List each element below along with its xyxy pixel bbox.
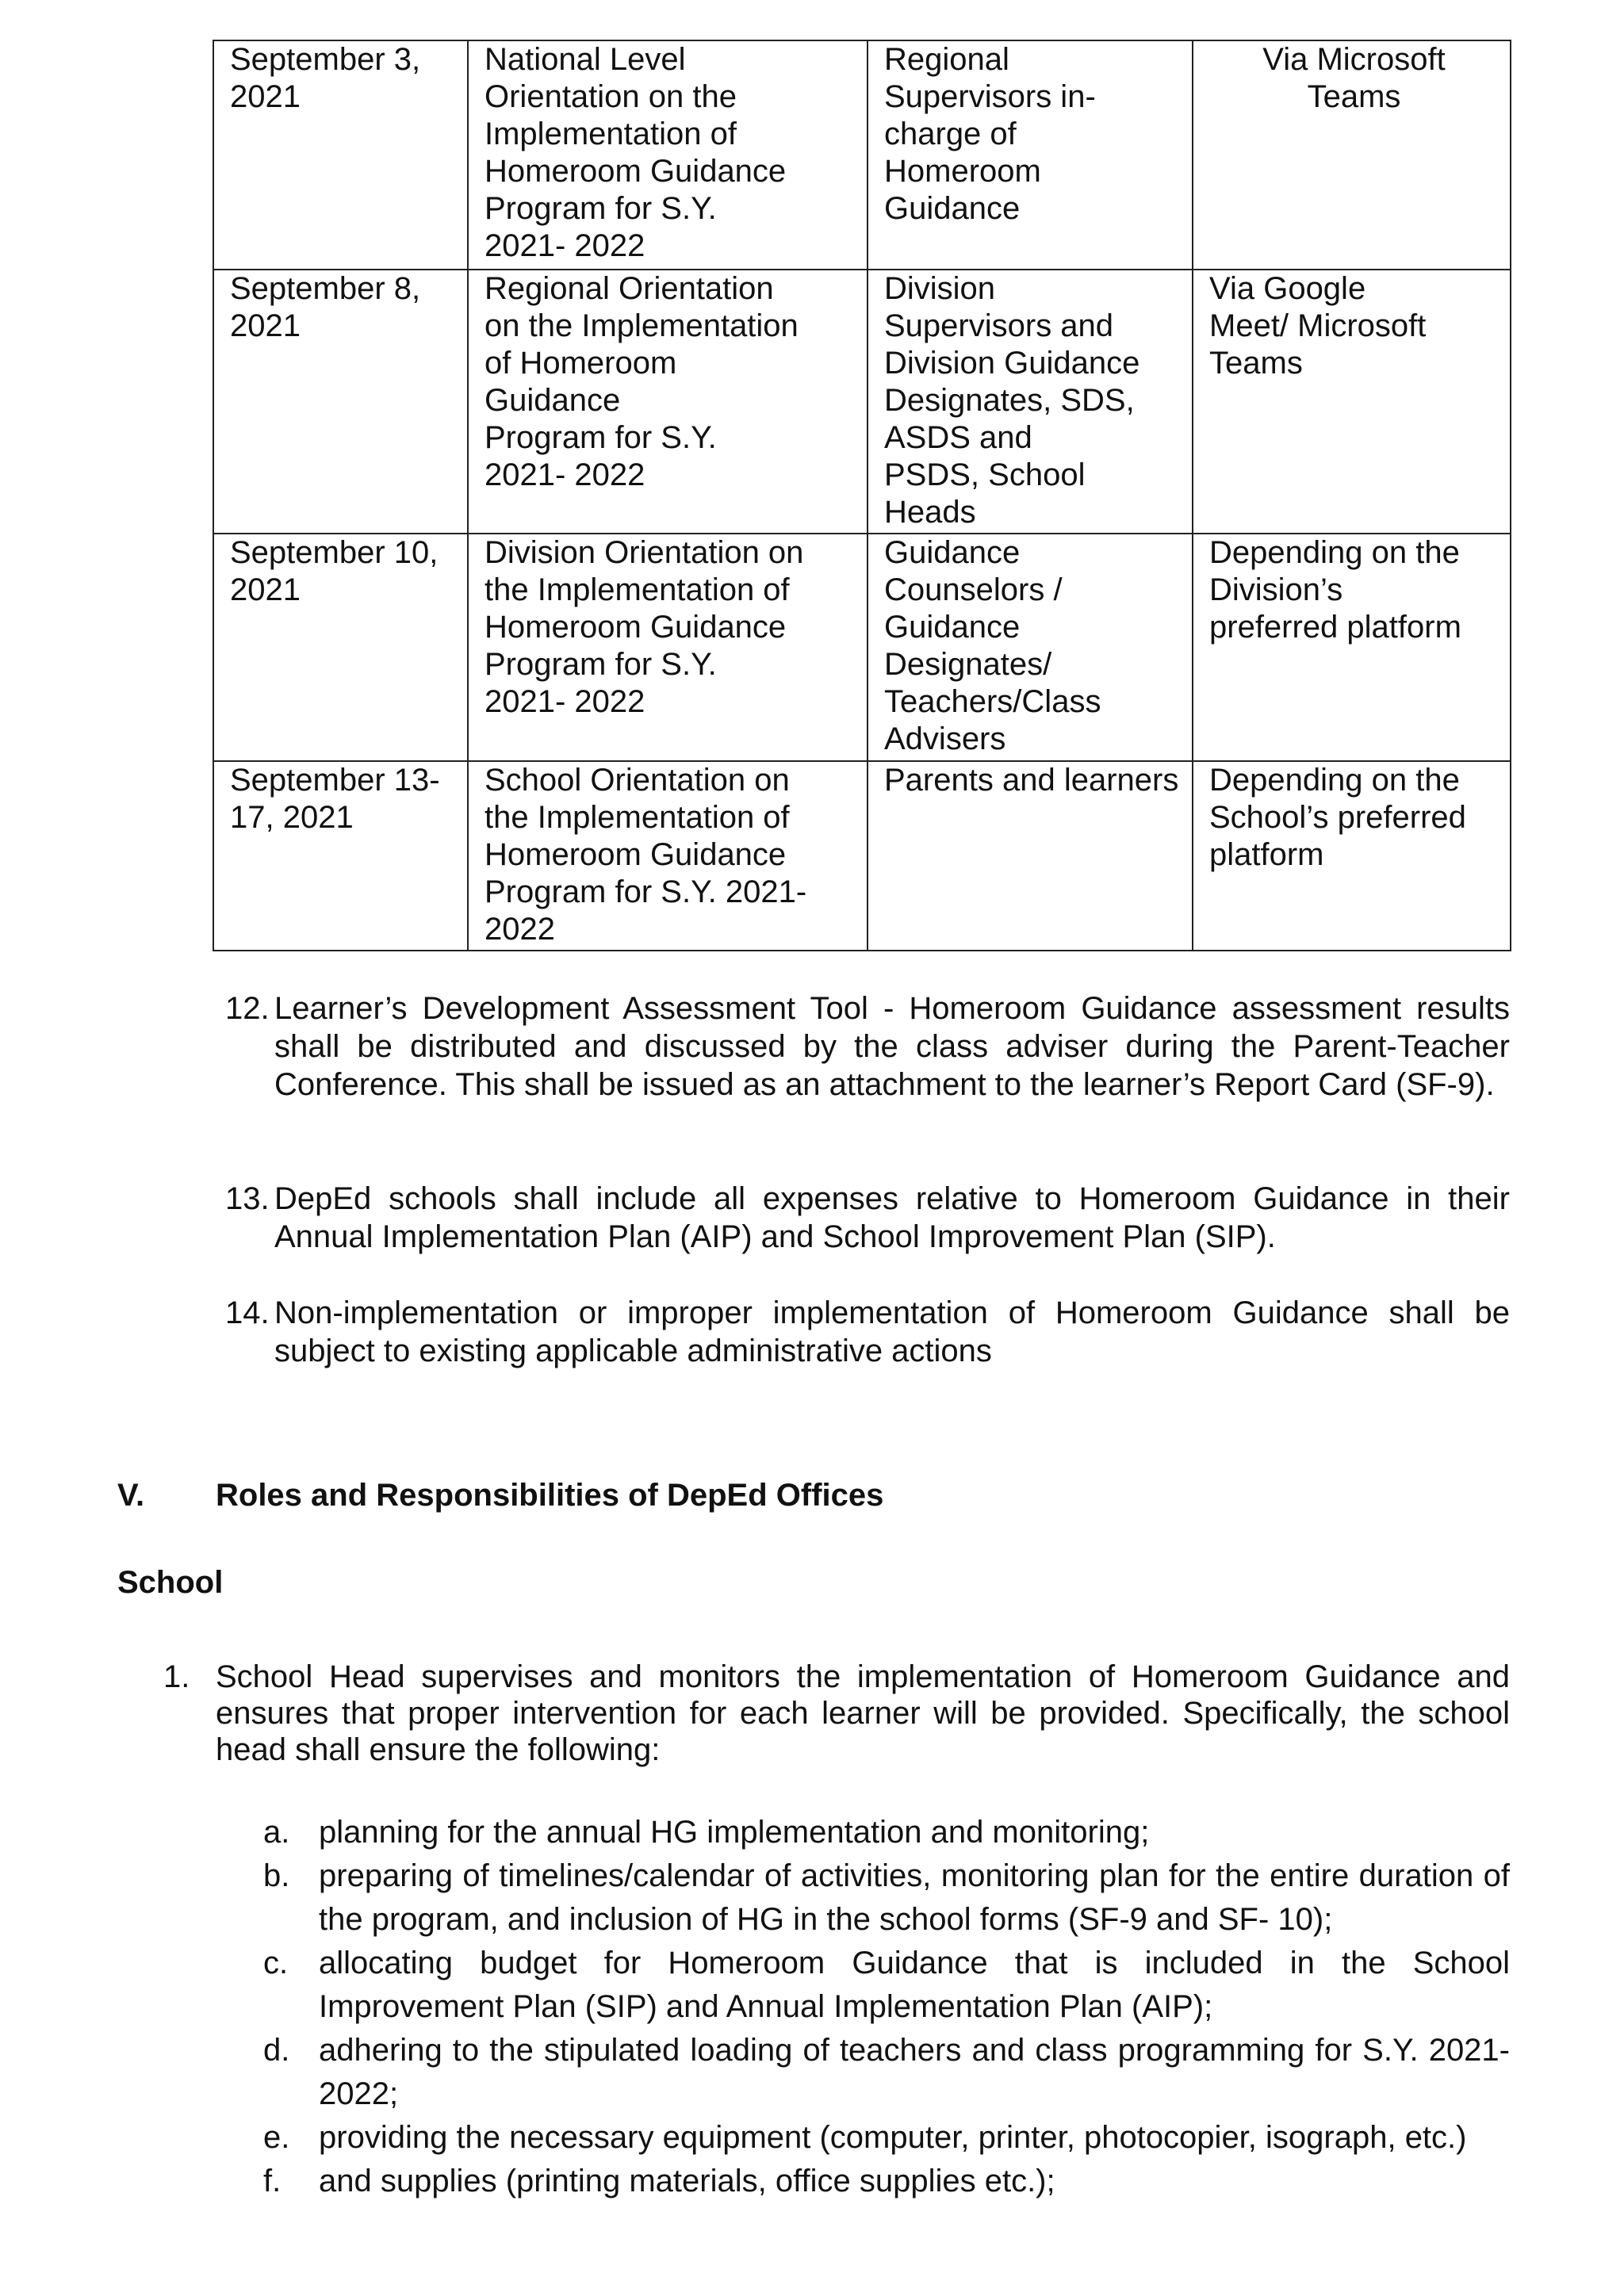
item-text: DepEd schools shall include all expenses relative to Homeroom Guidance in their Annual Implementation Plan (AIP) and School Improvement Plan (SIP). xyxy=(274,1181,1510,1254)
activity-cell: Regional Orientation on the Implementation of Homeroom Guidance Program for S.Y. 2021- 2022 xyxy=(468,270,868,534)
list-text: planning for the annual HG implementation and monitoring; xyxy=(319,1815,1150,1850)
responsibility-item-1 xyxy=(163,1659,1510,1768)
table-row xyxy=(213,270,1511,534)
table-row xyxy=(213,534,1511,761)
mode-cell: Depending on the Division’s preferred platform xyxy=(1193,534,1511,761)
table-row xyxy=(213,761,1511,951)
list-letter: a. xyxy=(263,1815,290,1850)
mode-cell: Depending on the School’s preferred platform xyxy=(1193,761,1511,951)
list-letter: f. xyxy=(263,2164,282,2198)
list-item xyxy=(263,1942,1510,2029)
item-text: Non-implementation or improper implementation of Homeroom Guidance shall be subject to existing applicable administrative actions xyxy=(274,1295,1510,1368)
school-head-duties-list xyxy=(263,1811,1510,2203)
numbered-item-14 xyxy=(225,1294,1510,1370)
participants-cell: Division Supervisors and Division Guidance Designates, SDS, ASDS and PSDS, School Heads xyxy=(868,270,1193,534)
list-item xyxy=(263,1854,1510,1942)
list-item xyxy=(263,2160,1510,2203)
numbered-item-13 xyxy=(225,1180,1510,1256)
section-number: V. xyxy=(117,1478,145,1513)
activity-cell: School Orientation on the Implementation of Homeroom Guidance Program for S.Y. 2021- 2022 xyxy=(468,761,868,951)
date-cell: September 8, 2021 xyxy=(213,270,468,534)
list-item xyxy=(263,2029,1510,2116)
list-text: providing the necessary equipment (computer, printer, photocopier, isograph, etc.) xyxy=(319,2120,1467,2155)
participants-cell: Regional Supervisors in- charge of Homeroom Guidance xyxy=(868,40,1193,270)
schedule-table xyxy=(213,40,1511,951)
item-text: School Head supervises and monitors the implementation of Homeroom Guidance and ensures that proper intervention for each learner will be provided. Specifically, the school head shall ensure the following: xyxy=(216,1659,1510,1767)
item-number: 14. xyxy=(225,1295,270,1330)
list-item xyxy=(263,1811,1510,1854)
list-text: allocating budget for Homeroom Guidance that is included in the School Improvement Plan (SIP) and Annual Implementation Plan (AIP); xyxy=(319,1946,1510,2024)
activity-cell: National Level Orientation on the Implementation of Homeroom Guidance Program for S.Y. 2021- 2022 xyxy=(468,40,868,270)
list-letter: e. xyxy=(263,2120,290,2155)
mode-cell: Via Google Meet/ Microsoft Teams xyxy=(1193,270,1511,534)
list-text: and supplies (printing materials, office supplies etc.); xyxy=(319,2164,1055,2198)
date-cell: September 10, 2021 xyxy=(213,534,468,761)
participants-cell: Parents and learners xyxy=(868,761,1193,951)
list-text: preparing of timelines/calendar of activities, monitoring plan for the entire duration of the program, and inclusion of HG in the school forms (SF-9 and SF- 10); xyxy=(319,1858,1510,1937)
participants-cell: Guidance Counselors / Guidance Designates/ Teachers/Class Advisers xyxy=(868,534,1193,761)
list-letter: c. xyxy=(263,1946,289,1980)
item-number: 1. xyxy=(163,1659,190,1694)
list-text: adhering to the stipulated loading of teachers and class programming for S.Y. 2021-2022; xyxy=(319,2033,1510,2111)
item-text: Learner’s Development Assessment Tool - Homeroom Guidance assessment results shall be distributed and discussed by the class adviser during the Parent-Teacher Conference. This shall be issued as an attachment to the learner’s Report Card (SF-9). xyxy=(274,991,1510,1102)
mode-cell: Via Microsoft Teams xyxy=(1193,40,1511,270)
item-number: 13. xyxy=(225,1181,270,1216)
subheading-school: School xyxy=(117,1565,224,1600)
table-row xyxy=(213,40,1511,270)
list-letter: d. xyxy=(263,2033,290,2068)
item-number: 12. xyxy=(225,991,270,1026)
list-letter: b. xyxy=(263,1858,290,1893)
activity-cell: Division Orientation on the Implementation of Homeroom Guidance Program for S.Y. 2021- 2022 xyxy=(468,534,868,761)
date-cell: September 13- 17, 2021 xyxy=(213,761,468,951)
numbered-item-12 xyxy=(225,989,1510,1104)
section-title: Roles and Responsibilities of DepEd Offices xyxy=(216,1478,884,1513)
list-item xyxy=(263,2116,1510,2160)
date-cell: September 3, 2021 xyxy=(213,40,468,270)
